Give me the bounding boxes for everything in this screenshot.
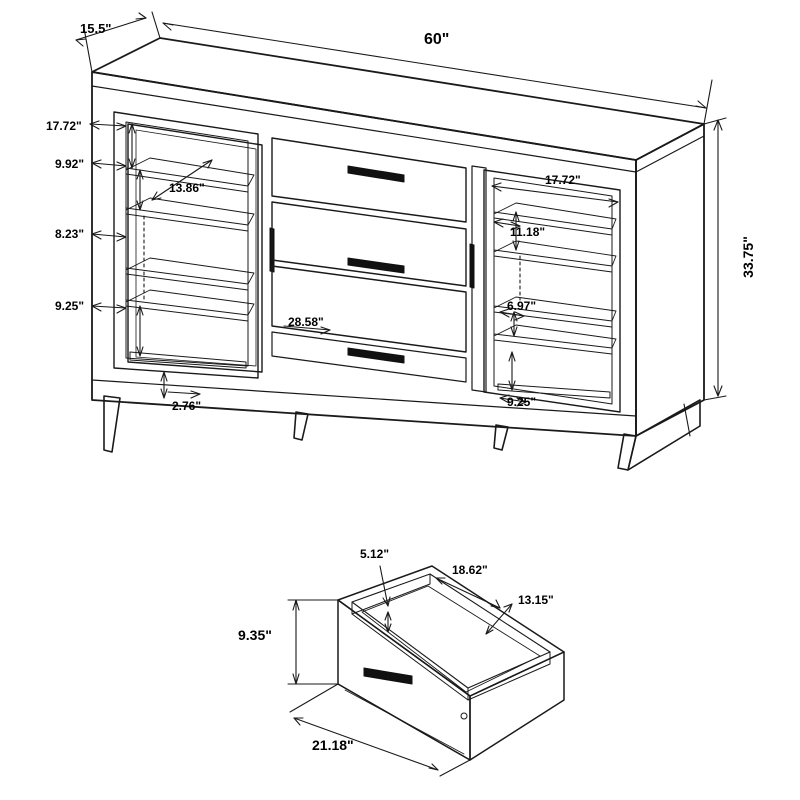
label-width-60: 60" — [424, 31, 450, 48]
label-height-33-75: 33.75" — [739, 236, 756, 278]
label-drawer-28-58: 28.58" — [288, 315, 324, 329]
label-shelf-13-86: 13.86" — [169, 181, 205, 195]
label-left-17-72: 17.72" — [46, 119, 82, 133]
label-right-6-97: 6.97" — [507, 299, 537, 313]
label-left-9-92: 9.92" — [55, 157, 85, 171]
label-toe-2-76: 2.76" — [172, 399, 202, 413]
label-right-9-25: 9.25" — [507, 395, 537, 409]
left-compartment — [114, 112, 274, 378]
label-left-8-23: 8.23" — [55, 227, 85, 241]
label-drawer-13-15: 13.15" — [518, 593, 554, 607]
label-right-11-18: 11.18" — [510, 225, 546, 239]
label-drawer-18-62: 18.62" — [452, 563, 488, 577]
label-left-9-25: 9.25" — [55, 299, 85, 313]
label-depth-15-5: 15.5" — [80, 21, 112, 36]
drawer-stack — [272, 138, 466, 382]
label-drawer-21-18: 21.18" — [312, 737, 354, 753]
dimension-lines-cabinet — [76, 12, 726, 409]
label-drawer-9-35: 9.35" — [238, 627, 272, 643]
label-right-17-72: 17.72" — [545, 173, 581, 187]
label-drawer-5-12: 5.12" — [360, 547, 390, 561]
right-compartment — [470, 166, 620, 412]
